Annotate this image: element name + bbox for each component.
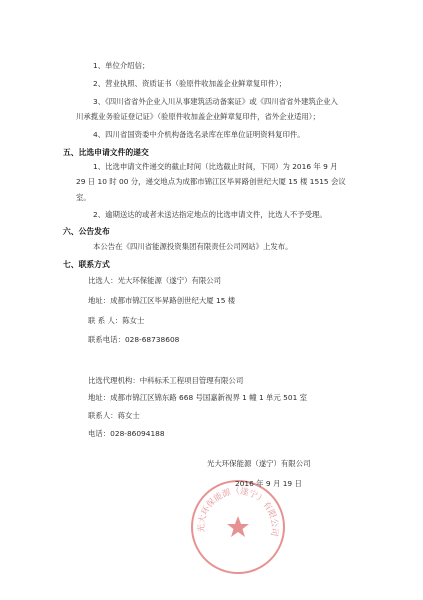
company-seal-stamp — [191, 480, 285, 574]
text-line: 1、比选申请文件递交的截止时间（比选截止时间，下同）为 2016 年 9 月 — [93, 162, 338, 171]
text-line: 本公告在《四川省能源投资集团有限责任公司网站》上发布。 — [93, 242, 293, 251]
text-line: 2016 年 9 月 19 日 — [235, 479, 302, 488]
text-line: 2、营业执照、资质证书（验原件收加盖企业鲜章复印件）； — [93, 79, 287, 88]
text-line: 地址：成都市锦江区毕昇路创世纪大厦 15 楼 — [88, 296, 236, 305]
text-line: 4、四川省国资委中介机构备选名录库在库单位证明资料复印件。 — [93, 130, 305, 139]
text-line: 联系人：蒋女士 — [88, 411, 140, 420]
text-line: 光大环保能源（遂宁）有限公司 — [207, 459, 311, 468]
text-line: 川承揽业务验证登记证》（验原件收加盖企业鲜章复印件，省外企业适用）； — [76, 112, 320, 121]
text-line: 29 日 10 时 00 分，递交地点为成都市锦江区毕昇路创世纪大厦 15 楼 1515 会议 — [76, 177, 346, 186]
text-line: 比选人：光大环保能源（遂宁）有限公司 — [88, 276, 222, 285]
text-line: 地址：成都市锦江区锦东路 668 号国嘉新视界 1 幢 1 单元 501 室 — [88, 393, 308, 402]
section-heading: 五、比选申请文件的递交 — [63, 148, 149, 157]
text-line: 电话：028-86094188 — [88, 429, 165, 438]
text-line: 联系电话：028-68738608 — [88, 335, 180, 344]
section-heading: 七、联系方式 — [63, 260, 110, 269]
text-line: 室。 — [76, 193, 91, 202]
text-line: 2、逾期送达的或者未送达指定地点的比选申请文件，比选人不予受理。 — [93, 210, 327, 219]
text-line: 3、《四川省省外企业入川从事建筑活动备案证》或《四川省省外建筑企业入 — [93, 97, 338, 106]
text-line: 1、单位介绍信； — [93, 61, 150, 70]
seal-icon — [191, 480, 285, 574]
svg-text:光大环保能源（遂宁）有限公司: 光大环保能源（遂宁）有限公司 — [196, 486, 279, 537]
text-line: 比选代理机构：中科标禾工程项目管理有限公司 — [88, 376, 244, 385]
section-heading: 六、公告发布 — [63, 227, 110, 236]
text-line: 联 系 人：陈女士 — [88, 316, 145, 325]
